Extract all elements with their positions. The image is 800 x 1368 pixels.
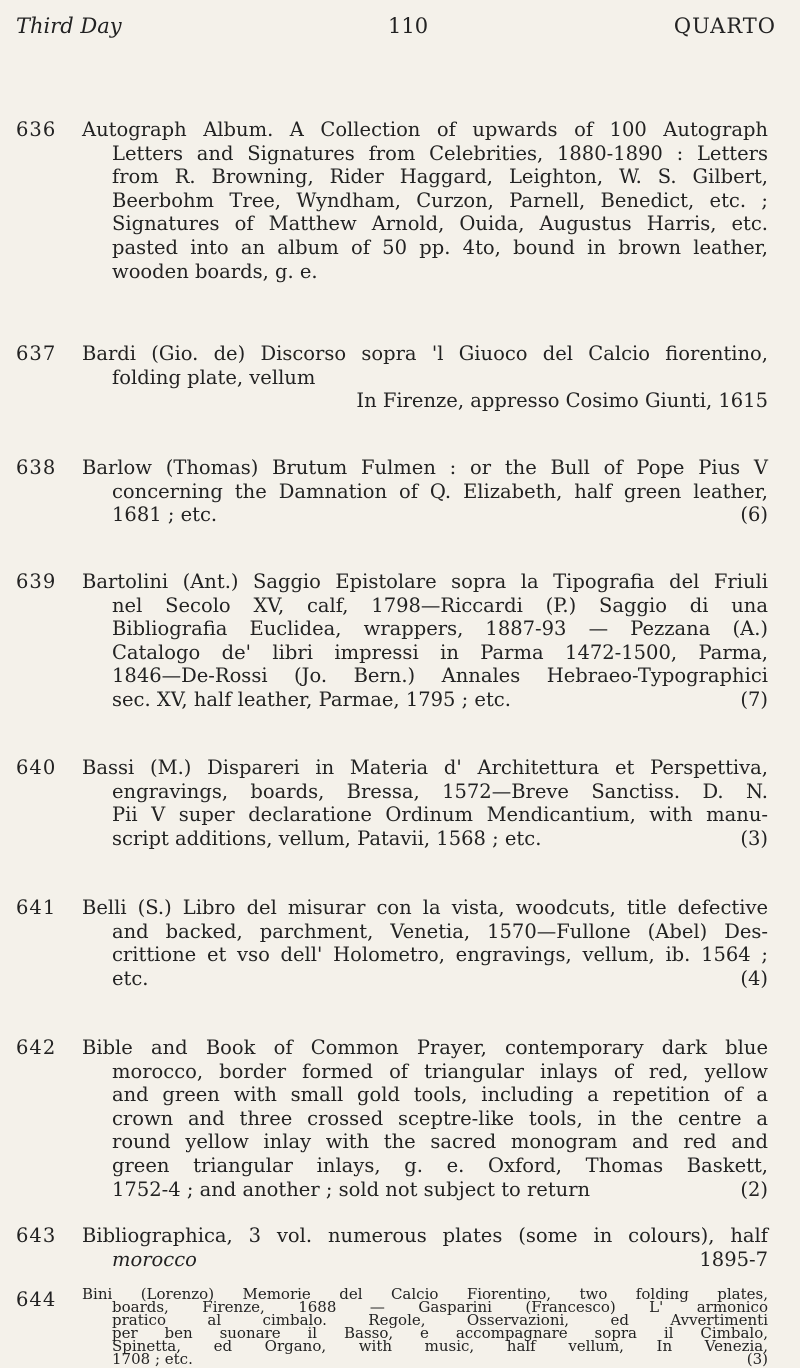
description-line: Pii V super declaratione Ordinum Mendicantium, with manu-	[112, 803, 768, 827]
imprint-line: In Firenze, appresso Cosimo Giunti, 1615	[356, 389, 768, 413]
description-line: crittione et vso dell' Holometro, engravings, vellum, ib. 1564 ;	[112, 943, 768, 967]
description-line: Signatures of Matthew Arnold, Ouida, Augustus Harris, etc.	[112, 212, 768, 236]
lot-description	[82, 1224, 768, 1271]
description-line: Belli (S.) Libro del misurar con la vista, woodcuts, title defective	[82, 896, 768, 919]
description-line: Catalogo de' libri impressi in Parma 1472-1500, Parma,	[112, 640, 768, 664]
description-line: wooden boards, g. e.	[112, 259, 318, 283]
lot-description	[82, 342, 768, 413]
lot-description	[82, 896, 768, 990]
description-line: pratico al cimbalo. Regole, Osservazioni, ed Avvertimenti	[112, 1311, 768, 1329]
description-line: Bibliografia Euclidea, wrappers, 1887-93 — Pezzana (A.)	[112, 617, 768, 641]
description-line: script additions, vellum, Patavii, 1568 ; etc.	[112, 826, 542, 850]
lot-description	[82, 118, 768, 283]
page-header	[16, 14, 784, 44]
description-line: crown and three crossed sceptre-like tools, in the centre a	[112, 1106, 768, 1130]
lot-number: 638	[16, 456, 57, 479]
description-line-final	[82, 967, 768, 991]
lot-description	[82, 570, 768, 712]
description-line: Beerbohm Tree, Wyndham, Curzon, Parnell, Benedict, etc. ;	[112, 188, 768, 212]
description-line: per ben suonare il Basso, e accompagnare sopra il Cimbalo,	[112, 1324, 768, 1342]
lot-number: 644	[16, 1288, 57, 1311]
lot-count: (7)	[740, 687, 768, 711]
lot-number: 637	[16, 342, 57, 365]
description-line: boards, Firenze, 1688 — Gasparini (Francesco) L' armonico	[112, 1298, 768, 1316]
description-line: 1846—De-Rossi (Jo. Bern.) Annales Hebraeo-Typographici	[112, 664, 768, 688]
lot-count: (4)	[740, 966, 768, 990]
description-line: sec. XV, half leather, Parmae, 1795 ; etc.	[112, 687, 511, 711]
description-line: Autograph Album. A Collection of upwards of 100 Autograph	[82, 118, 768, 141]
description-line: 1708 ; etc.	[112, 1350, 193, 1368]
lot-count: (6)	[740, 503, 768, 527]
lot-count: (3)	[746, 1350, 768, 1368]
description-line: Bibliographica, 3 vol. numerous plates (some in colours), half	[82, 1224, 768, 1247]
lot-description	[82, 1036, 768, 1201]
description-line: Letters and Signatures from Celebrities, 1880-1890 : Letters	[112, 141, 768, 165]
lot-number: 642	[16, 1036, 57, 1059]
description-line: folding plate, vellum	[112, 365, 316, 389]
description-line-final	[82, 1248, 768, 1272]
description-line: and backed, parchment, Venetia, 1570—Fullone (Abel) Des-	[112, 919, 768, 943]
description-line: Spinetta, ed Organo, with music, half vellum, In Venezia,	[112, 1337, 768, 1355]
description-line: morocco	[112, 1247, 197, 1271]
lot-number: 636	[16, 118, 57, 141]
description-line-final	[82, 503, 768, 527]
lot-description	[82, 1285, 768, 1368]
header-format: QUARTO	[673, 14, 776, 38]
lot-description	[82, 456, 768, 527]
description-line: Bini (Lorenzo) Memorie del Calcio Fiorentino, two folding plates,	[82, 1285, 768, 1303]
lot-date: 1895-7	[699, 1247, 768, 1271]
description-line: engravings, boards, Bressa, 1572—Breve Sanctiss. D. N.	[112, 779, 768, 803]
description-line-final	[82, 688, 768, 712]
description-line: 1752-4 ; and another ; sold not subject to return	[112, 1177, 591, 1201]
description-line: 1681 ; etc.	[112, 503, 218, 527]
description-line: Barlow (Thomas) Brutum Fulmen : or the Bull of Pope Pius V	[82, 456, 768, 479]
lot-number: 640	[16, 756, 57, 779]
lot-number: 641	[16, 896, 57, 919]
description-line: pasted into an album of 50 pp. 4to, bound in brown leather,	[112, 235, 768, 259]
lot-count: (2)	[740, 1177, 768, 1201]
description-line-final	[82, 1178, 768, 1202]
lot-description	[82, 756, 768, 850]
description-line: Bartolini (Ant.) Saggio Epistolare sopra la Tipografia del Friuli	[82, 570, 768, 593]
lot-count: (3)	[740, 826, 768, 850]
lot-number: 639	[16, 570, 57, 593]
description-line: nel Secolo XV, calf, 1798—Riccardi (P.) Saggio di una	[112, 593, 768, 617]
description-line: etc.	[112, 966, 149, 990]
description-line: green triangular inlays, g. e. Oxford, Thomas Baskett,	[112, 1153, 768, 1177]
description-line: morocco, border formed of triangular inlays of red, yellow	[112, 1059, 768, 1083]
description-line-final	[82, 827, 768, 851]
lot-number: 643	[16, 1224, 57, 1247]
description-line: round yellow inlay with the sacred monogram and red and	[112, 1130, 768, 1154]
description-line: from R. Browning, Rider Haggard, Leighton, W. S. Gilbert,	[112, 165, 768, 189]
description-line: Bardi (Gio. de) Discorso sopra 'l Giuoco del Calcio fiorentino,	[82, 342, 768, 365]
description-line: and green with small gold tools, including a repetition of a	[112, 1083, 768, 1107]
description-line: Bassi (M.) Dispareri in Materia d' Architettura et Perspettiva,	[82, 756, 768, 779]
description-line: concerning the Damnation of Q. Elizabeth, half green leather,	[112, 479, 768, 503]
header-page-number: 110	[388, 14, 429, 38]
header-day: Third Day	[16, 14, 122, 38]
description-line: Bible and Book of Common Prayer, contemporary dark blue	[82, 1036, 768, 1059]
